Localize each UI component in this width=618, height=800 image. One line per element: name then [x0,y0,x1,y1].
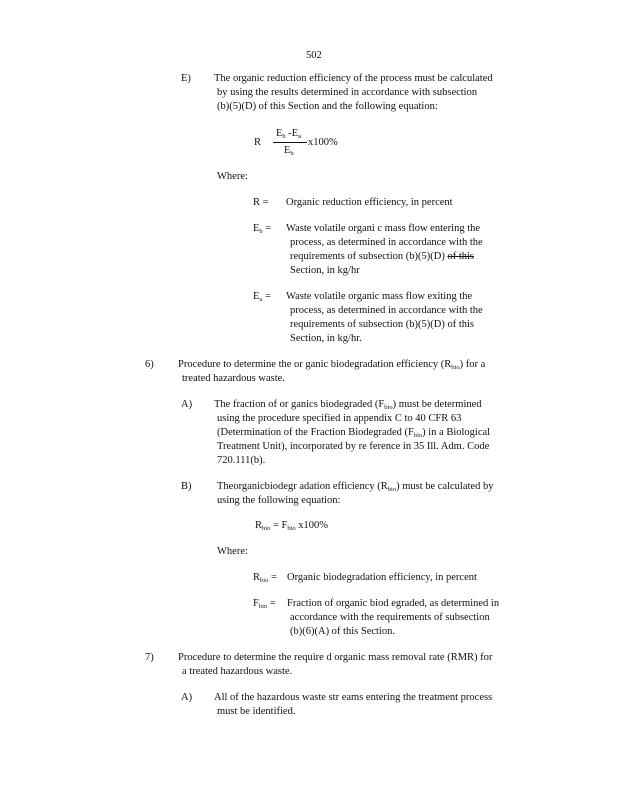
item-6b-where: Where: [217,546,248,557]
item-6a-label: A) [181,399,193,410]
def-eb-line-2: process, as determined in accordance with the [290,237,483,248]
item-7a-line-2: must be identified. [217,706,296,717]
def-fbio-symbol: Fbio = [253,598,276,610]
item-7-line-1: Procedure to determine the require d organic mass removal rate (RMR) for [178,652,493,663]
item-6a-line-3: (Determination of the Fraction Biodegraded (Fbio) in a Biological [217,427,491,439]
item-7-line-2: a treated hazardous waste. [182,666,293,677]
item-7-label: 7) [145,652,154,663]
equation-lhs: R [254,137,262,148]
def-ea-line-4: Section, in kg/hr. [290,333,362,344]
def-rbio-text: Organic biodegradation efficiency, in percent [287,572,477,583]
equation-numerator: Eb -Ea [276,128,302,140]
item-6a-line-1: The fraction of or ganics biodegraded (Fbio) must be determined [214,399,482,411]
def-r-text: Organic reduction efficiency, in percent [286,197,453,208]
item-6a-line-5: 720.111(b). [217,455,266,466]
item-e-line-2: by using the results determined in accordance with subsection [217,87,478,98]
biodegradation-equation: Rbio = Fbio x100% [255,520,329,532]
item-7a-line-1: All of the hazardous waste str eams entering the treatment process [214,692,493,703]
fraction-bar [273,142,307,143]
item-6-line-1: Procedure to determine the or ganic biodegradation efficiency (Rbio) for a [178,359,486,371]
item-6a-line-4: Treatment Unit), incorporated by re ference in 35 Ill. Adm. Code [217,441,490,452]
def-eb-symbol: Eb = [253,223,272,235]
item-e-where: Where: [217,171,248,182]
item-7a-label: A) [181,692,193,703]
def-eb-line-4: Section, in kg/hr [290,265,360,276]
def-r-symbol: R = [253,197,269,208]
item-e-label: E) [181,73,191,84]
def-ea-symbol: Ea = [253,291,271,303]
def-ea-line-1: Waste volatile organic mass flow exiting the [286,291,473,302]
item-6b-label: B) [181,481,192,492]
item-e-line-1: The organic reduction efficiency of the process must be calculated [214,73,493,84]
item-6a-line-2: using the procedure specified in appendix C to 40 CFR 63 [217,413,462,424]
page-number: 502 [306,50,322,61]
def-fbio-line-3: (b)(6)(A) of this Section. [290,626,395,637]
equation-factor: x100% [308,137,338,148]
def-rbio-symbol: Rbio = [253,572,277,584]
item-6-line-2: treated hazardous waste. [182,373,285,384]
item-6b-line-1: Theorganicbiodegr adation efficiency (Rbio) must be calculated by [217,481,494,493]
def-fbio-line-2: accordance with the requirements of subsection [290,612,490,623]
def-ea-line-3: requirements of subsection (b)(5)(D) of this [290,319,474,330]
def-ea-line-2: process, as determined in accordance with the [290,305,483,316]
item-6-label: 6) [145,359,154,370]
def-fbio-line-1: Fraction of organic biod egraded, as determined in [287,598,500,609]
struck-text: of this [447,251,474,262]
equation-denominator: Eb [284,145,294,157]
reduction-efficiency-equation [250,124,360,164]
item-e-line-3: (b)(5)(D) of this Section and the following equation: [217,101,438,112]
def-eb-line-1: Waste volatile organi c mass flow entering the [286,223,481,234]
def-eb-line-3: requirements of subsection (b)(5)(D) of this [290,251,474,262]
item-6b-line-2: using the following equation: [217,495,341,506]
